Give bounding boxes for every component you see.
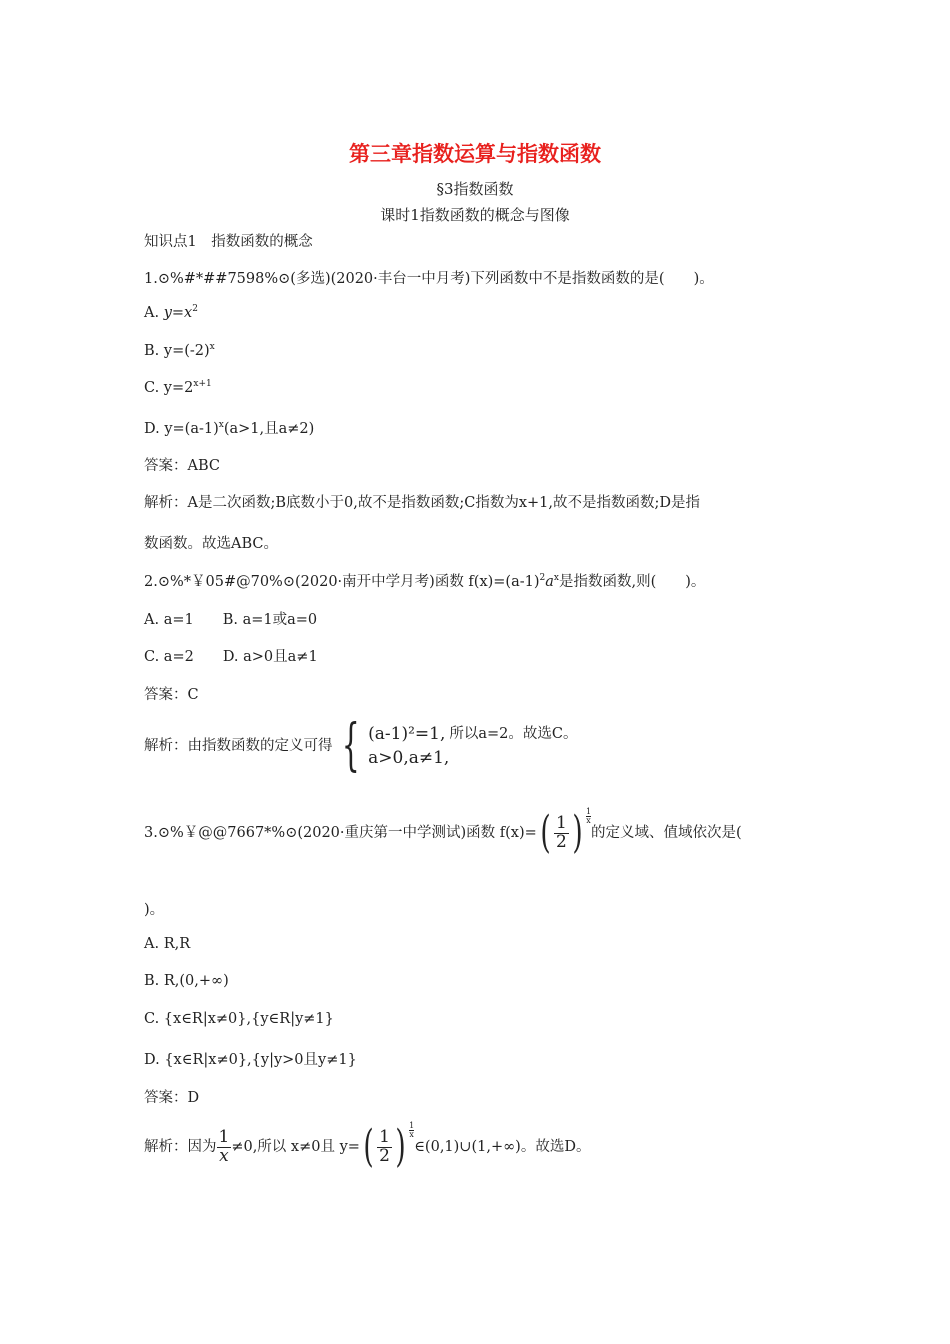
q1-opt-b-expr: y=(-2) — [163, 343, 210, 359]
q1-option-c — [144, 379, 212, 396]
q1-opt-c-expr: y=2 — [163, 380, 194, 396]
q2-stem-pre: 2.⊙%*￥05#@70%⊙(2020·南开中学月考)函数 f(x)=(a-1) — [144, 574, 540, 590]
q1-analysis-line2: 数函数。故选ABC。 — [144, 536, 278, 552]
section-heading: §3指数函数 — [436, 180, 514, 198]
q1-opt-a-label: A. — [144, 305, 164, 321]
q2-system-row2: a>0,a≠1, — [368, 748, 450, 768]
q2-analysis-pre: 解析：由指数函数的定义可得 — [144, 738, 333, 754]
q2-analysis — [144, 713, 578, 778]
q1-opt-d-sup: x — [218, 420, 224, 430]
q3-stem-close: )。 — [144, 902, 165, 918]
q1-opt-a-expr: y=x — [163, 305, 193, 321]
q1-opt-c-label: C. — [144, 380, 164, 396]
q3-stem-pre: 3.⊙%￥@@7667*%⊙(2020·重庆第一中学测试)函数 f(x)= — [144, 825, 537, 841]
q3-answer: 答案：D — [144, 1090, 200, 1106]
q3-option-c: C. {x∈R|x≠0},{y∈R|y≠1} — [144, 1011, 334, 1027]
q1-opt-c-sup: x+1 — [193, 379, 212, 389]
q3-exponent-fraction: $\frac{1}{x}$ — [585, 807, 592, 825]
q2-stem-sup1: 2 — [539, 573, 546, 583]
q1-stem: 1.⊙%#*##7598%⊙(多选)(2020·丰台一中月考)下列函数中不是指数函数的是( )。 — [144, 271, 714, 287]
q2-options-ab: A. a=1 B. a=1或a=0 — [144, 612, 318, 628]
chapter-title: 第三章指数运算与指数函数 — [349, 142, 601, 166]
q3-option-b: B. R,(0,+∞) — [144, 973, 229, 989]
q3-base-fraction: $\frac{1}{2}$ — [555, 812, 567, 852]
q2-system-row1: (a-1)²=1, — [368, 724, 446, 744]
q2-options-cd: C. a=2 D. a>0且a≠1 — [144, 649, 318, 665]
q1-opt-d-label: D. — [144, 421, 165, 437]
q2-stem-mid: a — [545, 574, 554, 590]
q3-base-paren: ( $\frac{1}{2}$ ) — [540, 807, 583, 858]
q2-equation-system — [333, 713, 450, 778]
q3-stem-post: 的定义域、值域依次是( — [591, 825, 742, 841]
q3-option-d: D. {x∈R|x≠0},{y|y>0且y≠1} — [144, 1052, 357, 1068]
q3-analysis — [144, 1121, 591, 1172]
q1-option-d — [144, 417, 314, 438]
left-brace-icon: { — [341, 713, 360, 778]
q1-opt-d-expr: y=(a-1) — [164, 421, 219, 437]
q1-answer: 答案：ABC — [144, 458, 220, 474]
q2-stem-post: 是指数函数,则( )。 — [558, 574, 706, 590]
q1-opt-d-cond: (a>1,且a≠2) — [223, 421, 315, 437]
q2-stem-sup2: x — [553, 573, 559, 583]
lesson-heading: 课时1指数函数的概念与图像 — [380, 206, 570, 224]
q3-option-a: A. R,R — [144, 936, 191, 952]
q1-opt-a-sup: 2 — [192, 304, 198, 314]
q3-analysis-pre: 解析：因为 — [144, 1139, 217, 1155]
q3-analysis-post: ∈(0,1)∪(1,+∞)。故选D。 — [414, 1139, 591, 1155]
q2-answer: 答案：C — [144, 687, 199, 703]
knowledge-point: 知识点1 指数函数的概念 — [144, 234, 313, 250]
q2-analysis-post: 所以a=2。故选C。 — [449, 726, 578, 742]
q1-opt-b-sup: x — [209, 342, 215, 352]
q1-option-a — [144, 304, 198, 321]
q1-option-b — [144, 342, 215, 359]
q3-analysis-mid: ≠0,所以 x≠0且 y= — [231, 1139, 360, 1155]
q3-stem — [144, 807, 742, 858]
q3-analysis-exponent: $\frac{1}{x}$ — [409, 1121, 415, 1139]
q3-analysis-fraction: $\frac{1}{x}$ — [218, 1126, 230, 1166]
q1-opt-b-label: B. — [144, 343, 164, 359]
q2-stem — [144, 570, 705, 591]
q3-analysis-paren: ( $\frac{1}{2}$ ) — [363, 1121, 406, 1172]
q1-analysis-line1: 解析：A是二次函数;B底数小于0,故不是指数函数;C指数为x+1,故不是指数函数;D是指 — [144, 495, 700, 511]
